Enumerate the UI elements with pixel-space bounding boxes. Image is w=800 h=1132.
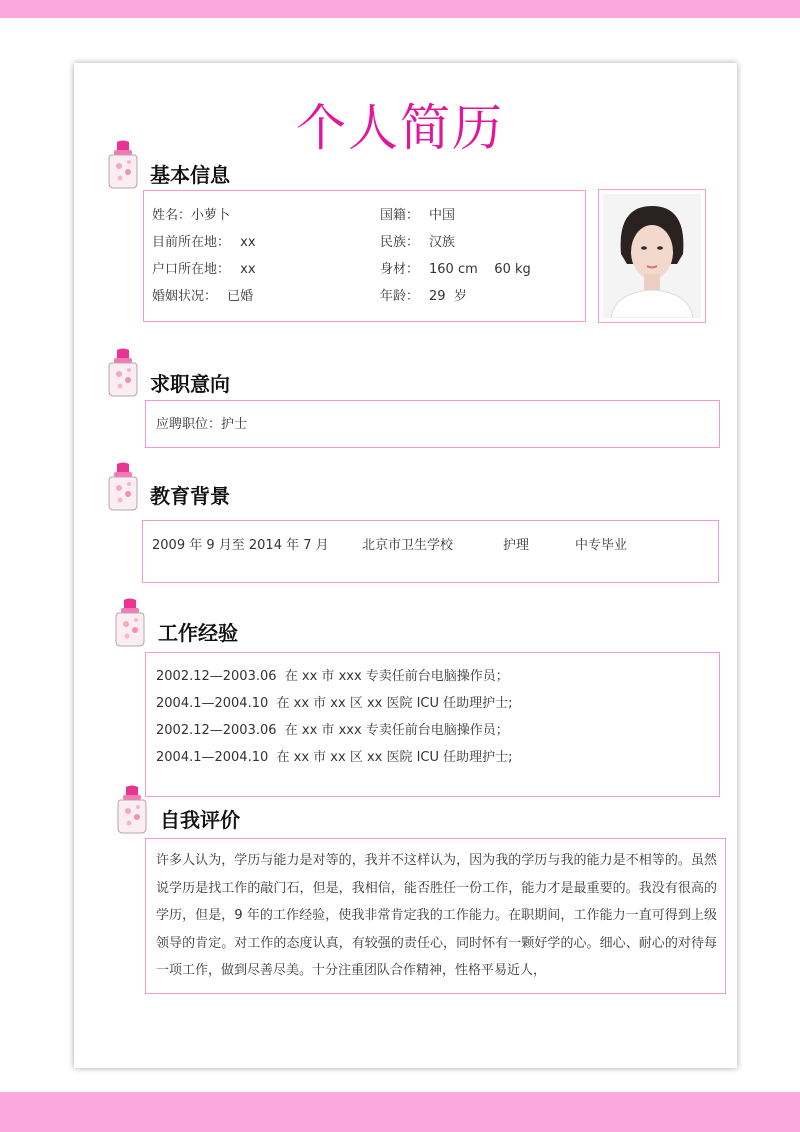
value: 中国 bbox=[429, 208, 456, 223]
self-eval-box bbox=[145, 838, 726, 994]
ethnicity-field bbox=[380, 231, 455, 250]
baby-bottle-icon bbox=[106, 348, 140, 398]
baby-bottle-icon bbox=[113, 598, 147, 648]
education-degree: 中专毕业 bbox=[575, 538, 628, 553]
value: xx bbox=[240, 262, 256, 277]
portrait-image bbox=[603, 194, 701, 318]
label: 姓名： bbox=[152, 208, 192, 223]
label: 婚姻状况： bbox=[152, 289, 218, 304]
top-decor-bar bbox=[0, 0, 800, 18]
label: 民族： bbox=[380, 235, 420, 250]
value: 160 cm 60 kg bbox=[429, 262, 531, 277]
profile-photo bbox=[598, 189, 706, 323]
section-heading-intent: 求职意向 bbox=[150, 372, 230, 396]
value: 小萝卜 bbox=[191, 208, 231, 223]
baby-bottle-icon bbox=[115, 785, 149, 835]
baby-bottle-icon bbox=[106, 462, 140, 512]
baby-bottle-icon bbox=[106, 140, 140, 190]
age-field bbox=[380, 285, 467, 304]
section-heading-education: 教育背景 bbox=[150, 484, 230, 508]
page-title: 个人简历 bbox=[296, 99, 504, 157]
self-eval-text: 许多人认为，学历与能力是对等的，我并不这样认为，因为我的学历与我的能力是不相等的。虽然说学历是找工作的敲门石，但是，我相信，能否胜任一份工作，能力才是最重要的。我没有很高的学历，但是，9 年的工作经验，使我非常肯定我的工作能力。在职期间，工作能力一直可得到上级领导的肯定。对工作的态度认真，有较强的责任心，同时怀有一颗好学的心。细心、耐心的对待每一项工作，做到尽善尽美。十分注重团队合作精神，性格平易近人， bbox=[156, 853, 717, 978]
work-item: 2002.12—2003.06 在 xx 市 xxx 专卖任前台电脑操作员； bbox=[156, 723, 509, 738]
education-period: 2009 年 9 月至 2014 年 7 月 bbox=[152, 538, 329, 553]
section-heading-work: 工作经验 bbox=[158, 621, 238, 645]
section-heading-basic: 基本信息 bbox=[150, 163, 230, 187]
value: 已婚 bbox=[227, 289, 254, 304]
label: 身材： bbox=[380, 262, 420, 277]
name-field bbox=[152, 204, 230, 223]
label: 户口所在地： bbox=[152, 262, 231, 277]
marital-field bbox=[152, 285, 253, 304]
work-item: 2002.12—2003.06 在 xx 市 xxx 专卖任前台电脑操作员； bbox=[156, 669, 509, 684]
work-item: 2004.1—2004.10 在 xx 市 xx 区 xx 医院 ICU 任助理护士; bbox=[156, 750, 513, 765]
education-major: 护理 bbox=[503, 538, 530, 553]
body-field bbox=[380, 258, 531, 277]
nationality-field bbox=[380, 204, 455, 223]
label: 国籍： bbox=[380, 208, 420, 223]
bottom-decor-bar bbox=[0, 1092, 800, 1132]
education-school: 北京市卫生学校 bbox=[362, 538, 454, 553]
value: 汉族 bbox=[429, 235, 456, 250]
label: 年龄： bbox=[380, 289, 420, 304]
hukou-field bbox=[152, 258, 256, 277]
value: 29 岁 bbox=[429, 289, 467, 304]
position-applied: 应聘职位：护士 bbox=[156, 417, 248, 432]
value: xx bbox=[240, 235, 256, 250]
work-item: 2004.1—2004.10 在 xx 市 xx 区 xx 医院 ICU 任助理护士; bbox=[156, 696, 513, 711]
current-location-field bbox=[152, 231, 256, 250]
label: 目前所在地： bbox=[152, 235, 231, 250]
section-heading-self: 自我评价 bbox=[160, 808, 240, 832]
